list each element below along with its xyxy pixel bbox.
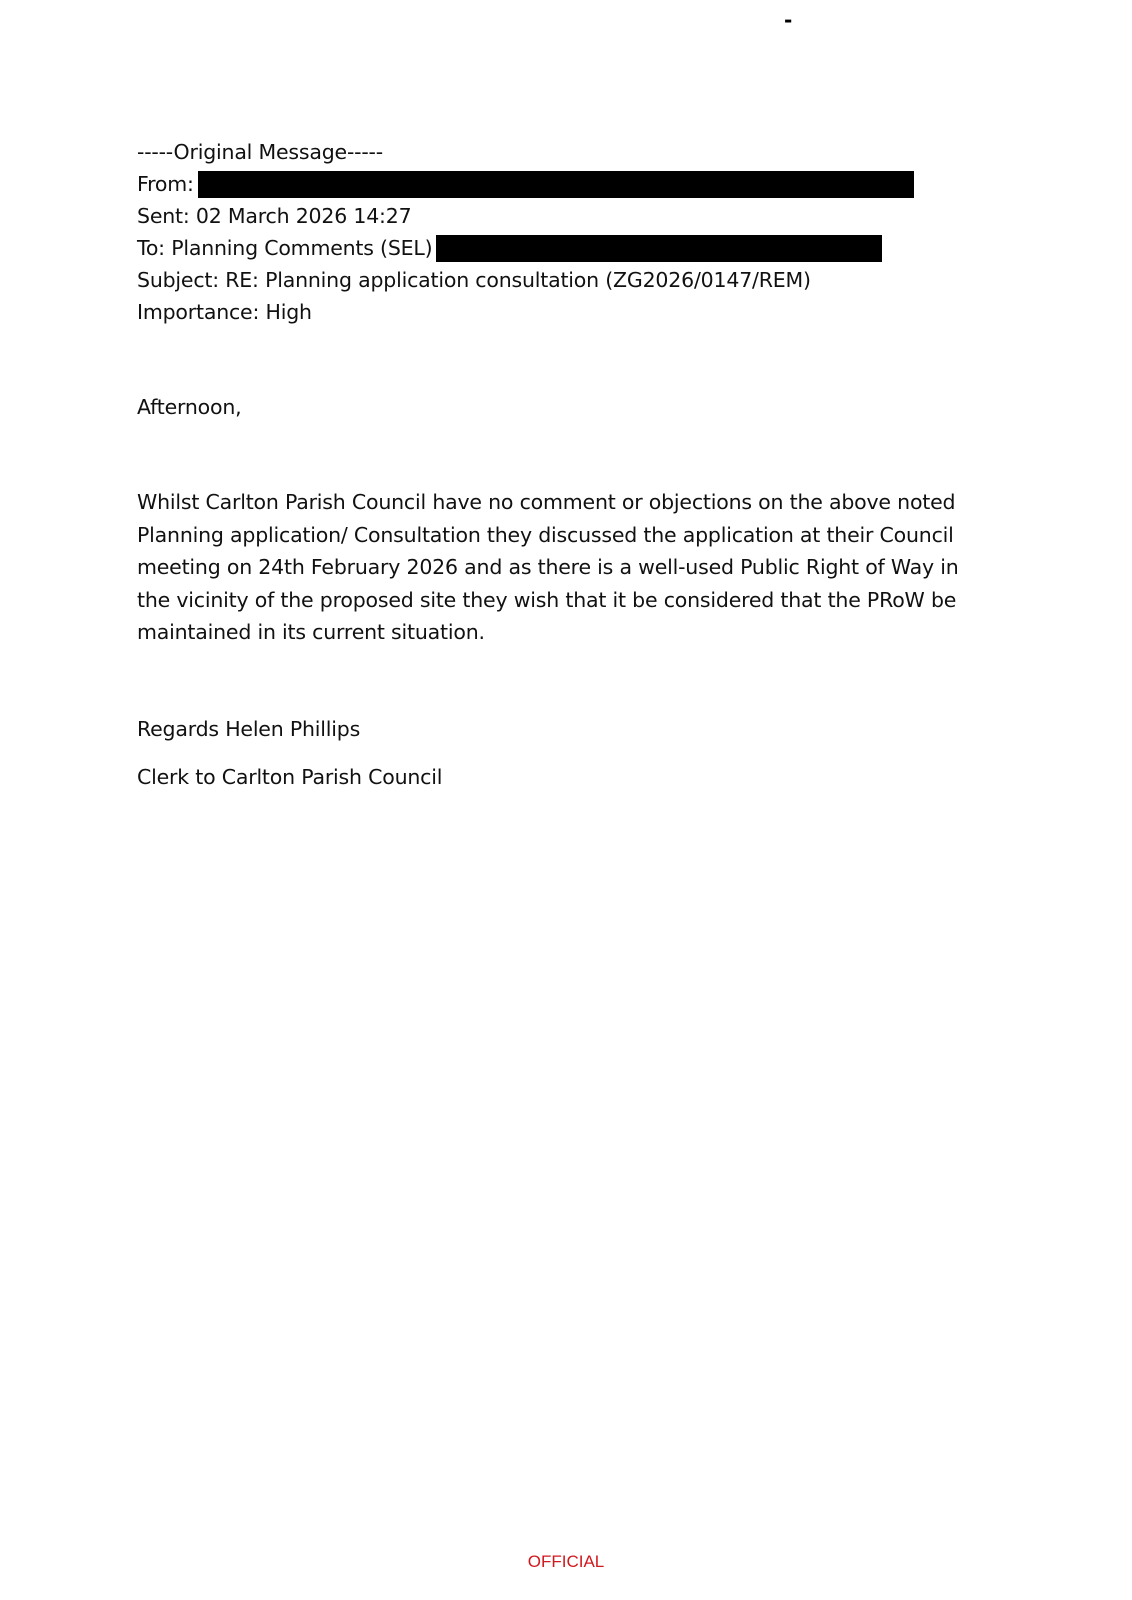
sign-off: Regards Helen Phillips [137,716,361,741]
from-redaction [198,171,914,198]
to-line [137,232,997,264]
signature-role: Clerk to Carlton Parish Council [137,764,443,789]
email-content [137,136,997,793]
top-mark: - [784,8,793,32]
to-label: To: Planning Comments (SEL) [137,236,433,260]
from-line [137,168,997,200]
classification-footer: OFFICIAL [527,1552,605,1571]
to-redaction [436,235,882,262]
original-message-divider: -----Original Message----- [137,140,383,164]
message-body: Whilst Carlton Parish Council have no comment or objections on the above noted Planning application/ Consultation they discussed the application at their Council meeting on 24th February 2026 and as there is a well-used Public Right of Way in the vicinity of the proposed site they wish that it be considered that the PRoW be maintained in its current situation. [137,490,959,644]
subject-line: Subject: RE: Planning application consultation (ZG2026/0147/REM) [137,268,811,292]
importance-line: Importance: High [137,300,312,324]
from-label: From: [137,172,194,196]
sent-line: Sent: 02 March 2026 14:27 [137,204,412,228]
greeting: Afternoon, [137,395,242,419]
